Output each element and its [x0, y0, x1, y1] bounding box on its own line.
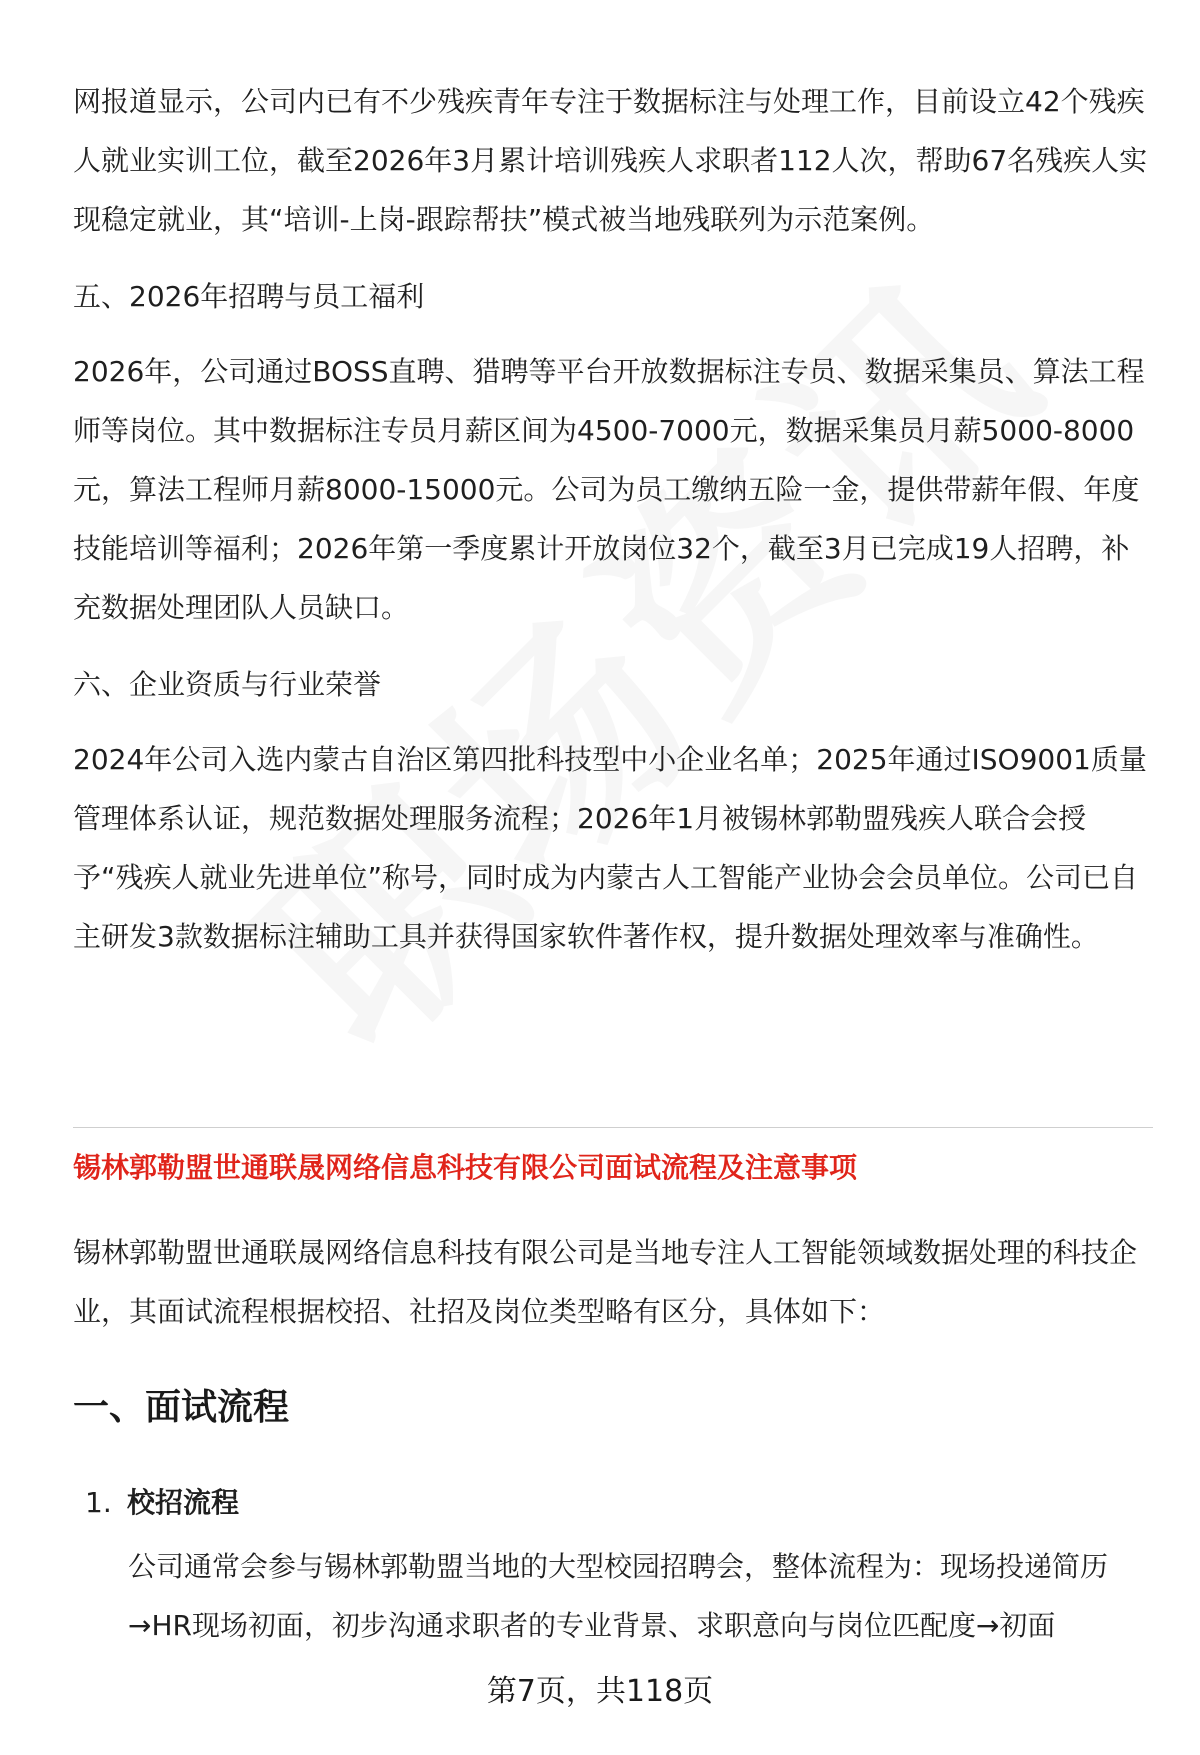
- section-title-qualifications: 六、企业资质与行业荣誉: [73, 668, 382, 701]
- heading-interview-process: 一、面试流程: [73, 1387, 290, 1428]
- document-body: [73, 72, 1153, 966]
- section-title-recruitment: 五、2026年招聘与员工福利: [73, 280, 425, 313]
- interview-section-title: 锡林郭勒盟世通联晟网络信息科技有限公司面试流程及注意事项: [73, 1151, 858, 1184]
- list-item-campus-recruitment: [85, 1478, 1155, 1528]
- paragraph-qualifications: 2024年公司入选内蒙古自治区第四批科技型中小企业名单；2025年通过ISO9001质量管理体系认证，规范数据处理服务流程；2026年1月被锡林郭勒盟残疾人联合会授予“残疾人就业先进单位”称号，同时成为内蒙古人工智能产业协会会员单位。公司已自主研发3款数据标注辅助工具并获得国家软件著作权，提升数据处理效率与准确性。: [73, 743, 1147, 953]
- list-item-title: 校招流程: [127, 1486, 240, 1519]
- interview-intro: 锡林郭勒盟世通联晟网络信息科技有限公司是当地专注人工智能领域数据处理的科技企业，其面试流程根据校招、社招及岗位类型略有区分，具体如下：: [73, 1236, 1138, 1328]
- list-item-body: 公司通常会参与锡林郭勒盟当地的大型校园招聘会，整体流程为：现场投递简历→HR现场初面，初步沟通求职者的专业背景、求职意向与岗位匹配度→初面: [128, 1550, 1109, 1642]
- page-number: 第7页，共118页: [486, 1674, 714, 1709]
- section-divider: [73, 1127, 1153, 1128]
- list-number: 1.: [85, 1486, 112, 1519]
- paragraph-disabled-employment: 网报道显示，公司内已有不少残疾青年专注于数据标注与处理工作，目前设立42个残疾人就业实训工位，截至2026年3月累计培训残疾人求职者112人次，帮助67名残疾人实现稳定就业，其“培训-上岗-跟踪帮扶”模式被当地残联列为示范案例。: [73, 85, 1148, 236]
- paragraph-recruitment: 2026年，公司通过BOSS直聘、猎聘等平台开放数据标注专员、数据采集员、算法工程师等岗位。其中数据标注专员月薪区间为4500-7000元，数据采集员月薪5000-8000元，算法工程师月薪8000-15000元。公司为员工缴纳五险一金，提供带薪年假、年度技能培训等福利；2026年第一季度累计开放岗位32个，截至3月已完成19人招聘，补充数据处理团队人员缺口。: [73, 355, 1145, 624]
